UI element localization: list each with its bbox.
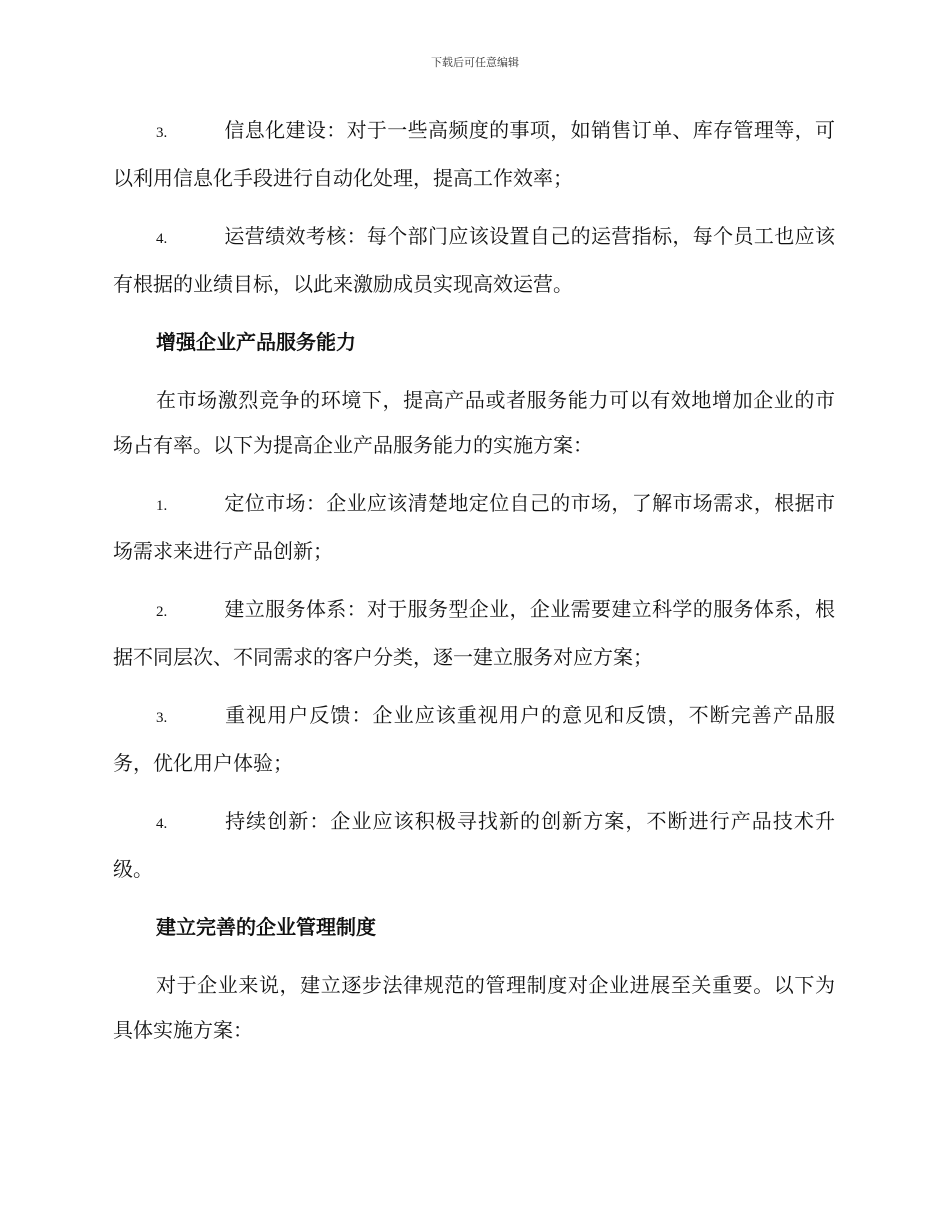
list-item	[113, 587, 835, 680]
section-heading: 建立完善的企业管理制度	[156, 915, 376, 939]
list-number: 3.	[156, 125, 168, 141]
list-item	[113, 799, 835, 892]
list-item	[113, 693, 835, 786]
list-number: 1.	[156, 498, 168, 514]
list-item	[113, 214, 835, 307]
list-number: 4.	[156, 231, 168, 247]
document-body	[113, 108, 835, 1066]
list-text: 持续创新：企业应该积极寻找新的创新方案，不断进行产品技术升级。	[113, 809, 835, 881]
paragraph: 在市场激烈竞争的环境下，提高产品或者服务能力可以有效地增加企业的市场占有率。以下为提高企业产品服务能力的实施方案：	[113, 388, 835, 457]
list-number: 4.	[156, 816, 168, 832]
list-text: 信息化建设：对于一些高频度的事项，如销售订单、库存管理等，可以利用信息化手段进行自动化处理，提高工作效率；	[113, 118, 835, 190]
list-text: 重视用户反馈：企业应该重视用户的意见和反馈，不断完善产品服务，优化用户体验；	[113, 703, 835, 775]
list-text: 运营绩效考核：每个部门应该设置自己的运营指标，每个员工也应该有根据的业绩目标，以此来激励成员实现高效运营。	[113, 224, 835, 296]
list-item	[113, 481, 835, 574]
section-heading: 增强企业产品服务能力	[156, 330, 356, 354]
list-text: 定位市场：企业应该清楚地定位自己的市场，了解市场需求，根据市场需求来进行产品创新；	[113, 491, 835, 563]
list-item	[113, 108, 835, 201]
paragraph: 对于企业来说，建立逐步法律规范的管理制度对企业进展至关重要。以下为具体实施方案：	[113, 973, 835, 1042]
page-header-note: 下载后可任意编辑	[431, 56, 519, 69]
list-number: 2.	[156, 604, 168, 620]
list-number: 3.	[156, 710, 168, 726]
list-text: 建立服务体系：对于服务型企业，企业需要建立科学的服务体系，根据不同层次、不同需求的客户分类，逐一建立服务对应方案；	[113, 597, 835, 669]
